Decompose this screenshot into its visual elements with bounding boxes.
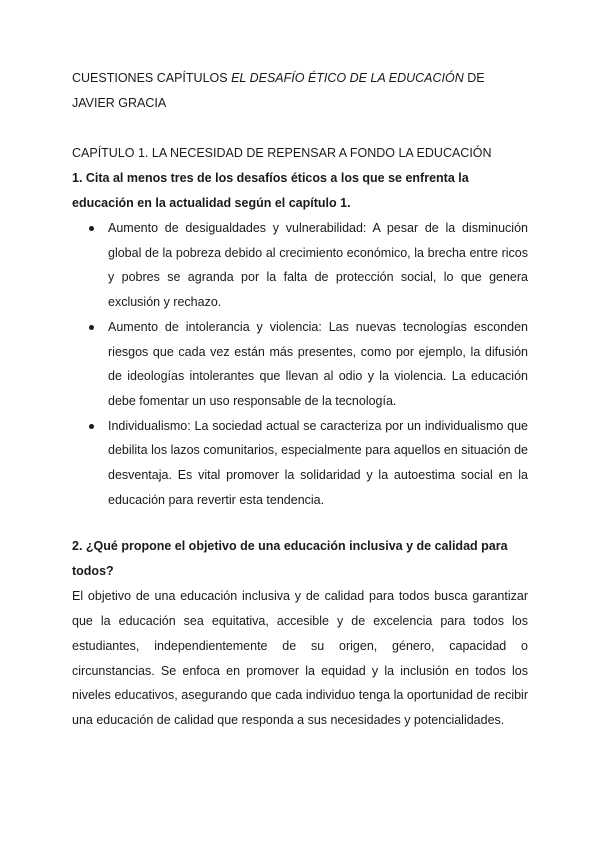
list-item (72, 414, 528, 513)
title-prefix: CUESTIONES CAPÍTULOS (72, 71, 232, 85)
question-1: 1. Cita al menos tres de los desafíos éticos a los que se enfrenta la educación en la actualidad según el capítulo 1. (72, 171, 469, 210)
chapter-heading: CAPÍTULO 1. LA NECESIDAD DE REPENSAR A FONDO LA EDUCACIÓN (72, 146, 492, 160)
list-item-text: Individualismo: La sociedad actual se caracteriza por un individualismo que debilita los lazos comunitarios, especialmente para aquellos en situación de desventaja. Es vital promover la solidaridad y la autoestima social en la educación para revertir esta tendencia. (108, 418, 528, 507)
answer-2: El objetivo de una educación inclusiva y de calidad para todos busca garantizar que la educación sea equitativa, accesible y de excelencia para todos los estudiantes, independientemente de su origen, género, capacidad o circunstancias. Se enfoca en promover la equidad y la inclusión en todos los niveles educativos, asegurando que cada individuo tenga la oportunidad de recibir una educación de calidad que responda a sus necesidades y potencialidades. (72, 589, 528, 727)
bullet-icon (89, 226, 94, 231)
document-title (72, 66, 528, 116)
document-page (72, 66, 528, 733)
question-2: 2. ¿Qué propone el objetivo de una educación inclusiva y de calidad para todos? (72, 539, 508, 579)
list-item-text: Aumento de desigualdades y vulnerabilidad: A pesar de la disminución global de la pobreza debido al crecimiento económico, la brecha entre ricos y pobres se agranda por la falta de protección social, lo que genera exclusión y rechazo. (108, 221, 528, 310)
list-item (72, 315, 528, 414)
bullet-icon (89, 325, 94, 330)
title-italic: EL DESAFÍO ÉTICO DE LA EDUCACIÓN (231, 71, 464, 85)
bullet-icon (89, 424, 94, 429)
list-item (72, 216, 528, 315)
list-item-text: Aumento de intolerancia y violencia: Las nuevas tecnologías esconden riesgos que cada vez están más presentes, como por ejemplo, la difusión de ideologías intolerantes que llevan al odio y la violencia. La educación debe fomentar un uso responsable de la tecnología. (108, 319, 528, 408)
challenges-list (72, 216, 528, 512)
title-suffix: DE JAVIER GRACIA (72, 71, 485, 110)
